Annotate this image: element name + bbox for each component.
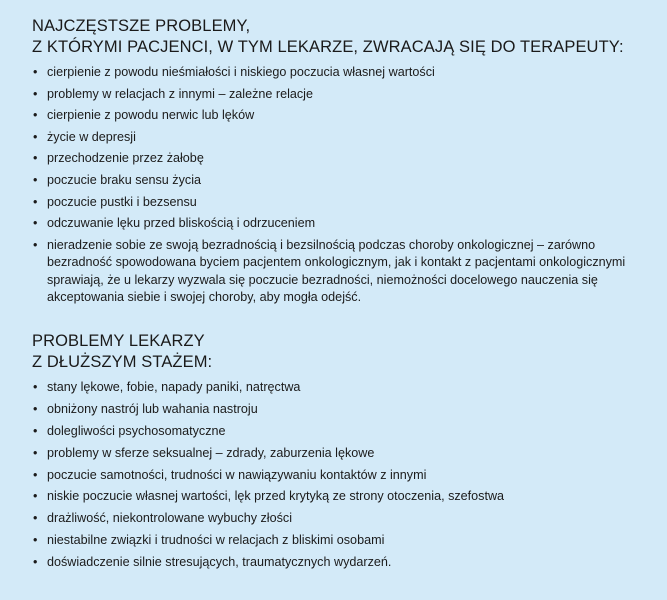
bullet-icon: •	[33, 129, 38, 144]
list-item-text: poczucie samotności, trudności w nawiązywaniu kontaktów z innymi	[47, 467, 427, 482]
list-item	[32, 510, 647, 527]
senior-doctors-problems-section	[32, 331, 647, 571]
bullet-icon: •	[33, 489, 38, 504]
bullet-icon: •	[33, 532, 38, 547]
heading-line: Z KTÓRYMI PACJENCI, W TYM LEKARZE, ZWRACAJĄ SIĘ DO TERAPEUTY:	[32, 38, 624, 56]
bullet-icon: •	[33, 511, 38, 526]
list-item	[32, 554, 647, 571]
list-item	[32, 150, 647, 167]
list-item	[32, 379, 647, 396]
list-item	[32, 86, 647, 103]
list-item	[32, 467, 647, 484]
list-item	[32, 215, 647, 232]
heading-line: Z DŁUŻSZYM STAŻEM:	[32, 353, 213, 372]
list-item	[32, 423, 647, 440]
list-item-text: niskie poczucie własnej wartości, lęk przed krytyką ze strony otoczenia, szefostwa	[47, 489, 505, 504]
heading-line: NAJCZĘSTSZE PROBLEMY,	[32, 17, 251, 35]
common-problems-heading	[32, 16, 647, 58]
bullet-icon: •	[33, 86, 38, 101]
list-item-text: poczucie pustki i bezsensu	[47, 194, 197, 209]
bullet-icon: •	[33, 216, 38, 231]
common-problems-list	[32, 64, 647, 306]
bullet-icon: •	[33, 65, 38, 79]
list-item	[32, 64, 647, 81]
bullet-icon: •	[33, 151, 38, 166]
list-item-text: problemy w relacjach z innymi – zależne relacje	[47, 86, 313, 101]
bullet-icon: •	[33, 194, 38, 209]
bullet-icon: •	[33, 423, 38, 438]
list-item-text: cierpienie z powodu nerwic lub lęków	[47, 108, 255, 123]
list-item	[32, 107, 647, 124]
list-item	[32, 488, 647, 505]
bullet-icon: •	[33, 467, 38, 482]
list-item-text: niestabilne związki i trudności w relacjach z bliskimi osobami	[47, 532, 385, 547]
bullet-icon: •	[33, 445, 38, 460]
bullet-icon: •	[33, 380, 38, 395]
list-item-text: cierpienie z powodu nieśmiałości i niskiego poczucia własnej wartości	[47, 65, 435, 79]
senior-doctors-problems-list	[32, 379, 647, 571]
list-item-text: drażliwość, niekontrolowane wybuchy złości	[47, 511, 292, 526]
bullet-icon: •	[33, 554, 38, 569]
list-item	[32, 237, 647, 307]
bullet-icon: •	[33, 172, 38, 187]
list-item	[32, 532, 647, 549]
bullet-icon: •	[33, 237, 38, 252]
list-item-text: poczucie braku sensu życia	[47, 172, 202, 187]
list-item	[32, 401, 647, 418]
list-item-text: problemy w sferze seksualnej – zdrady, zaburzenia lękowe	[47, 445, 375, 460]
list-item	[32, 194, 647, 211]
list-item-text: przechodzenie przez żałobę	[47, 151, 204, 166]
senior-doctors-problems-heading	[32, 331, 647, 373]
bullet-icon: •	[33, 108, 38, 123]
list-item-text: dolegliwości psychosomatyczne	[47, 423, 226, 438]
list-item-text: odczuwanie lęku przed bliskością i odrzuceniem	[47, 216, 316, 231]
list-item-text: nieradzenie sobie ze swoją bezradnością i bezsilnością podczas choroby onkologicznej – zarówno bezradność spowodowana byciem pacjentem onkologicznym, jak i kontakt z pacjentami onkologicznymi sprawiają, że u lekarzy wyzwala się poczucie bezradności, niemożności docelowego nauczenia się akceptowania siebie i swojej choroby, aby mogła odejść.	[47, 237, 626, 304]
bullet-icon: •	[33, 402, 38, 417]
list-item	[32, 172, 647, 189]
list-item-text: obniżony nastrój lub wahania nastroju	[47, 402, 258, 417]
heading-line: PROBLEMY LEKARZY	[32, 332, 205, 351]
list-item	[32, 445, 647, 462]
list-item-text: stany lękowe, fobie, napady paniki, natręctwa	[47, 380, 301, 395]
list-item-text: doświadczenie silnie stresujących, traumatycznych wydarzeń.	[47, 554, 392, 569]
list-item	[32, 129, 647, 146]
common-problems-section	[32, 16, 647, 306]
list-item-text: życie w depresji	[47, 129, 136, 144]
